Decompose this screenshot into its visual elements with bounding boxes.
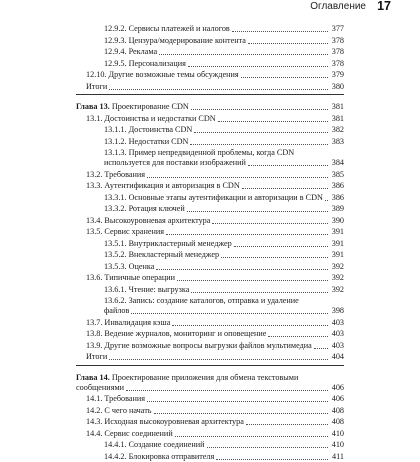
dot-leader	[166, 234, 328, 235]
toc-page-number: 385	[331, 169, 344, 179]
toc-page-number: 379	[331, 70, 344, 79]
toc-entry-e14-2[interactable]	[0, 406, 420, 416]
toc-entry-title: 14.4.1. Создание соединений	[104, 440, 205, 449]
toc-entry-title: 12.10. Другие возможные темы обсуждения	[86, 70, 239, 79]
toc-entry-title: 13.6.2. Запись: создание каталогов, отправка и удаление	[104, 296, 299, 305]
dot-leader	[248, 43, 328, 44]
toc-entry-ch14-continued[interactable]	[0, 383, 420, 393]
toc-entry-ch14[interactable]	[0, 373, 420, 383]
toc-page-number: 398	[331, 306, 344, 315]
toc-entry-e13-6-1[interactable]	[0, 285, 420, 295]
dot-leader	[241, 77, 328, 78]
dot-leader	[187, 211, 328, 212]
toc-entry-e13-5-2[interactable]	[0, 250, 420, 260]
chapter-number: Глава 14.	[76, 372, 110, 382]
toc-entry-e12-9-5[interactable]	[0, 59, 420, 69]
toc-entry-title: 13.8. Ведение журналов, мониторинг и оповещение	[86, 329, 267, 338]
toc-page-number: 408	[331, 417, 344, 426]
toc-entry-e13-6[interactable]	[0, 273, 420, 283]
toc-entry-title: 13.3.2. Ротация ключей	[104, 204, 185, 213]
toc-page-number: 403	[331, 329, 344, 338]
dot-leader	[156, 269, 328, 270]
dot-leader	[314, 348, 328, 349]
toc-entry-e13-1-3[interactable]	[0, 148, 420, 158]
dot-leader	[109, 89, 328, 90]
chapter-separator	[76, 365, 344, 366]
toc-page-number: 381	[331, 113, 344, 123]
dot-leader	[177, 280, 328, 281]
toc-page-number: 403	[331, 340, 344, 350]
toc-page-number: 383	[331, 136, 344, 146]
toc-entry-title: 13.6. Типичные операции	[86, 273, 176, 282]
toc-entry-title: 13.1.3. Пример непредвиденной проблемы, когда CDN	[104, 148, 295, 157]
toc-entry-title: 13.1.1. Достоинства CDN	[104, 125, 193, 134]
toc-entry-title: 12.9.3. Цензура/модерирование контента	[104, 35, 246, 45]
dot-leader	[325, 200, 328, 201]
toc-entry-e12-9-2[interactable]	[0, 24, 420, 34]
dot-leader	[216, 459, 328, 460]
chapter-title: Проектирование CDN	[111, 102, 189, 111]
toc-page-number: 406	[331, 394, 344, 403]
toc-page-number: 378	[331, 47, 344, 56]
toc-page-number: 406	[331, 382, 344, 392]
toc-page-number: 382	[331, 125, 344, 134]
toc-entry-ch13[interactable]	[0, 102, 420, 112]
dot-leader	[212, 223, 328, 224]
toc-entry-e13-9[interactable]	[0, 341, 420, 351]
toc-page-number: 391	[331, 250, 344, 259]
toc-entry-title: 13.5.3. Оценка	[104, 261, 155, 271]
toc-page-number: 410	[331, 440, 344, 449]
toc-entry-e13-3-2[interactable]	[0, 204, 420, 214]
toc-entry-title-continued: сообщениями	[76, 382, 125, 392]
toc-entry-title	[76, 373, 298, 383]
toc-page-number: 377	[331, 24, 344, 33]
toc-page-number: 403	[331, 317, 344, 327]
toc-entry-title: 13.1.2. Недостатки CDN	[104, 136, 189, 146]
toc-entry-title: 13.9. Другие возможные вопросы выгрузки файлов мультимедиа	[86, 340, 312, 350]
dot-leader	[175, 436, 328, 437]
toc-page-number: 392	[331, 273, 344, 282]
toc-entry-title: Итоги	[86, 81, 108, 91]
toc-entry-title: 14.2. С чего начать	[86, 405, 152, 415]
dot-leader	[131, 313, 328, 314]
toc-entry-e13-5[interactable]	[0, 227, 420, 237]
toc-entry-title	[76, 102, 189, 112]
toc-page-number: 380	[331, 81, 344, 91]
toc-page-number: 386	[331, 181, 344, 190]
toc-page-number: 378	[331, 58, 344, 68]
dot-leader	[147, 177, 328, 178]
dot-leader	[234, 246, 328, 247]
toc-entry-title: 12.9.2. Сервисы платежей и налогов	[104, 24, 230, 33]
toc-entry-e12-sum[interactable]	[0, 82, 420, 92]
dot-leader	[246, 424, 328, 425]
toc-entry-e13-1-3-continued[interactable]	[0, 158, 420, 168]
dot-leader	[218, 121, 328, 122]
toc-page-number: 386	[331, 192, 344, 202]
toc-entry-title: 13.2. Требования	[86, 169, 146, 179]
toc-entry-e13-4[interactable]	[0, 216, 420, 226]
toc-page-number: 404	[331, 352, 344, 361]
toc-page-number: 384	[331, 158, 344, 167]
toc-page-number: 392	[331, 261, 344, 271]
toc-entry-e13-5-3[interactable]	[0, 262, 420, 272]
dot-leader	[154, 413, 328, 414]
toc-page-number: 408	[331, 405, 344, 415]
toc-entry-title: 14.4. Сервис соединений	[86, 428, 173, 438]
toc-entry-title: 13.3.1. Основные этапы аутентификации и авторизации в CDN	[104, 192, 323, 202]
header-page-number: 17	[377, 0, 391, 13]
toc-entry-e14-4-1[interactable]	[0, 440, 420, 450]
dot-leader	[268, 336, 328, 337]
toc-entry-title: 14.4.2. Блокировка отправителя	[104, 451, 215, 461]
toc-entry-e13-8[interactable]	[0, 329, 420, 339]
toc-page-number: 391	[331, 227, 344, 236]
toc-entry-title: 13.1. Достоинства и недостатки CDN	[86, 113, 216, 123]
toc-entry-title: 14.3. Исходная высокоуровневая архитектура	[86, 417, 244, 426]
toc-page-number: 391	[331, 238, 344, 248]
dot-leader	[188, 66, 328, 67]
toc-entry-e12-9-3[interactable]	[0, 36, 420, 46]
toc-entry-title: Итоги	[86, 352, 108, 361]
toc-entry-title-continued: файлов	[104, 306, 130, 315]
toc-entry-e13-6-2-continued[interactable]	[0, 306, 420, 316]
toc-entry-title: 12.9.4. Реклама	[104, 47, 158, 56]
toc-page-number: 410	[331, 428, 344, 438]
toc-entry-title: 13.5.2. Внекластерный менеджер	[104, 250, 220, 259]
toc-entry-e14-4-2[interactable]	[0, 452, 420, 462]
toc-entry-e13-7[interactable]	[0, 318, 420, 328]
toc-entry-e12-10[interactable]	[0, 70, 420, 80]
chapter-title: Проектирование приложения для обмена текстовыми	[111, 372, 299, 382]
toc-entry-e13-1-1[interactable]	[0, 125, 420, 135]
toc-page-number: 390	[331, 215, 344, 225]
toc-entry-title-continued: используется для поставки изображений	[104, 158, 246, 167]
toc-entry-title: 13.5.1. Внутрикластерный менеджер	[104, 238, 232, 248]
header-section-title: Оглавление	[310, 1, 366, 12]
toc-entry-e14-4[interactable]	[0, 429, 420, 439]
toc-entry-e13-1[interactable]	[0, 114, 420, 124]
toc-page-number: 411	[332, 451, 344, 461]
toc-entry-e13-3[interactable]	[0, 181, 420, 191]
toc-page-number: 392	[331, 284, 344, 294]
toc-entry-e13-sum[interactable]	[0, 352, 420, 362]
toc-entry-e13-6-2[interactable]	[0, 296, 420, 306]
toc-entry-title: 13.5. Сервис хранения	[86, 227, 165, 236]
dot-leader	[242, 188, 328, 189]
toc-entry-e14-3[interactable]	[0, 417, 420, 427]
dot-leader	[126, 390, 328, 391]
toc-entry-title: 13.7. Инвалидация кэша	[86, 317, 171, 327]
chapter-separator	[76, 94, 344, 95]
toc-entry-e12-9-4[interactable]	[0, 47, 420, 57]
toc-entry-title: 13.6.1. Чтение: выгрузка	[104, 284, 190, 294]
toc-entry-title: 13.3. Аутентификация и авторизация в CDN	[86, 181, 240, 190]
dot-leader	[221, 257, 328, 258]
dot-leader	[232, 31, 328, 32]
chapter-number: Глава 13.	[76, 102, 110, 111]
dot-leader	[109, 359, 328, 360]
toc-entry-title: 14.1. Требования	[86, 394, 146, 403]
toc-entry-e13-5-1[interactable]	[0, 239, 420, 249]
dot-leader	[172, 325, 328, 326]
toc-page-number: 378	[331, 35, 344, 45]
toc-entry-title: 13.4. Высокоуровневая архитектура	[86, 215, 211, 225]
toc-entry-e14-1[interactable]	[0, 394, 420, 404]
toc-entry-e13-3-1[interactable]	[0, 193, 420, 203]
toc-entry-e13-2[interactable]	[0, 170, 420, 180]
dot-leader	[190, 144, 328, 145]
dot-leader	[194, 132, 328, 133]
dot-leader	[191, 109, 328, 110]
toc-entry-title: 12.9.5. Персонализация	[104, 58, 186, 68]
dot-leader	[147, 401, 328, 402]
dot-leader	[248, 165, 328, 166]
toc-page-number: 389	[331, 204, 344, 213]
dot-leader	[159, 54, 328, 55]
dot-leader	[207, 447, 328, 448]
toc-page-number: 381	[331, 102, 344, 111]
dot-leader	[191, 292, 328, 293]
toc-entry-e13-1-2[interactable]	[0, 137, 420, 147]
